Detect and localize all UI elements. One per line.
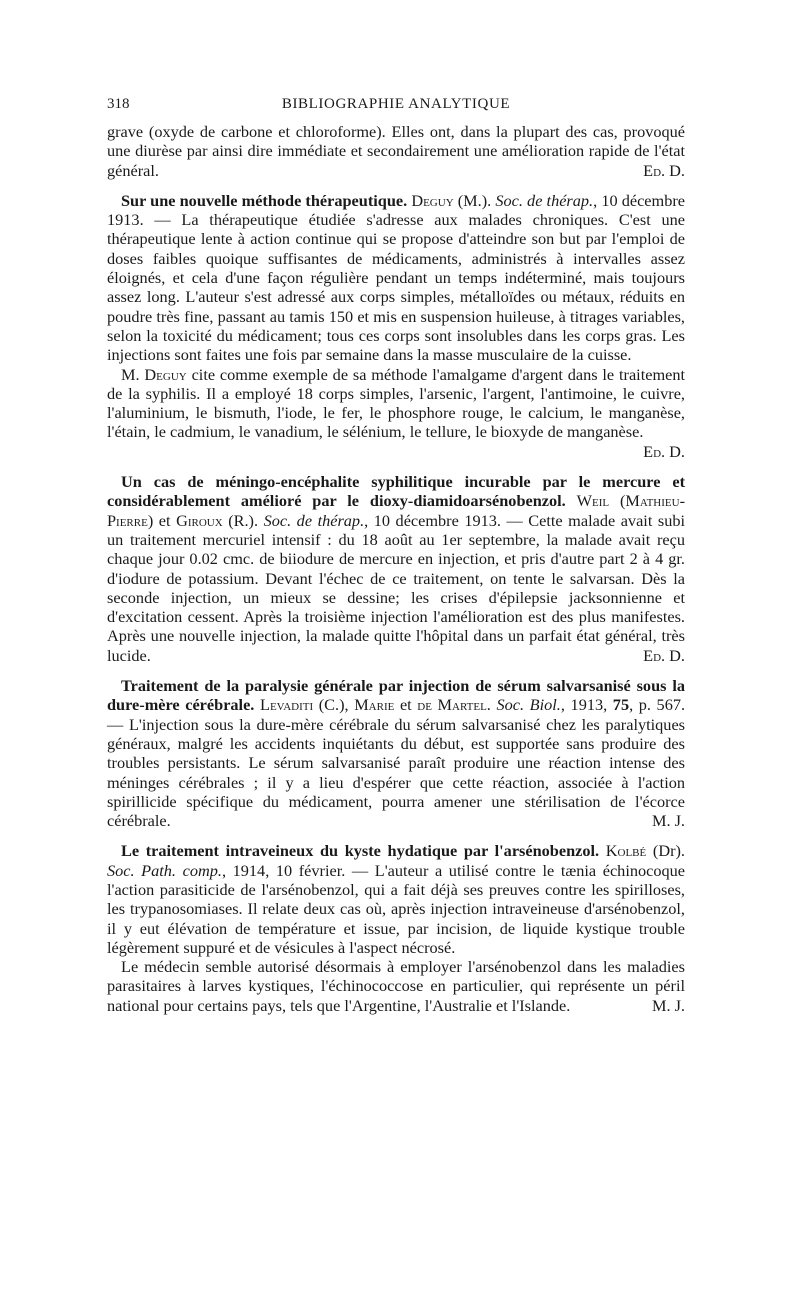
entry-reference: , 10 décembre 1913.	[107, 190, 685, 230]
entry-text: M.	[121, 364, 145, 384]
carryover-paragraph	[107, 122, 685, 180]
entry-body: , 10 décembre 1913. — Cette malade avait subi un traitement mercuriel intensif : du 18 août au 1er septembre, la malade avait reçu chaque jour 0.02 cmc. de biiodure de mercure en injection, et pris d'autre part 2 à 4 gr. d'iodure de potassium. Devant l'échec de ce traitement, on tente le salvarsan. Dès la seconde injection, un mieux se dessine; les crises d'épilepsie jacksonnienne et d'excitation cessent. Après la troisième injection l'amélioration est des plus manifestes. Après une nouvelle injection, la malade quitte l'hôpital dans un parfait état général, très lucide.	[107, 510, 686, 665]
entry-author: Levaditi	[260, 695, 314, 715]
entry-paragraph	[107, 364, 685, 461]
entry-body: — La thérapeutique étudiée s'adresse aux malades chroniques. C'est une thérapeutique lente à action continue qui se propose d'atteindre son but par l'emploi de doses faibles quoique suffisantes de médicaments, administrés à intervalles assez éloignés, et cela d'une façon régulière pendant un temps indéterminé, mais toujours assez long. L'auteur s'est adressé aux corps simples, métalloïdes ou métaux, réduits en poudre très fine, passant au tamis 150 et mis en suspension huileuse, à titrages variables, selon la toxicité du médicament; tous ces corps sont insolubles dans les corps gras. Les injections sont faites une fois par semaine dans la masse musculaire de la cuisse.	[107, 210, 685, 365]
entry-author: Marie	[354, 695, 395, 715]
entry-year: , 1913,	[560, 695, 613, 715]
entry-title: Le traitement intraveineux du kyste hydatique par l'arsénobenzol.	[121, 841, 600, 861]
entry-author: Deguy	[411, 190, 454, 210]
carryover-text: grave (oxyde de carbone et chloroforme). Elles ont, dans la plupart des cas, provoqué une diurèse par ainsi dire immédiate et secondairement une amélioration rapide de l'état général.	[107, 122, 685, 180]
signature: Ed. D.	[643, 441, 685, 461]
entry-author: Weil	[576, 491, 610, 511]
entry-paragraph	[107, 957, 685, 1015]
entry-volume: 75	[612, 695, 630, 715]
entry-author-join: et	[399, 695, 412, 715]
entry-body: , 1914, 10 février. — L'auteur a utilisé contre le tænia échinocoque l'action parasiticide de l'arsénobenzol, qui a fait déjà ses preuves contre les spirilloses, les trypanosomiases. Il relate deux cas où, après injection intraveineuse d'arsénobenzol, il y eut élévation de température et issue, par incision, de liquide kystique trouble légèrement suppuré et de vésicules à l'aspect nécrosé.	[107, 860, 685, 957]
bibliography-entry	[107, 191, 685, 461]
entry-text: cite comme exemple de sa méthode l'amalgame d'argent dans le traitement de la syphilis. Il a employé 18 corps simples, l'arsenic, l'argent, l'antimoine, le cuivre, l'aluminium, le bismuth, l'iode, le fer, le phosphore rouge, le calcium, le manganèse, l'étain, le cadmium, le vanadium, le sélénium, le tellure, le bioxyde de manganèse.	[107, 364, 685, 442]
entry-author-initial: (Dr).	[652, 841, 685, 861]
entry-author-initial: (C.),	[318, 695, 349, 715]
bibliography-entry	[107, 676, 685, 830]
entry-source: Soc. de thérap.	[263, 510, 365, 530]
signature: M. J.	[651, 811, 685, 831]
signature: Ed. D.	[643, 160, 685, 180]
entry-text: Le médecin semble autorisé désormais à employer l'arsénobenzol dans les maladies parasitaires à larves kystiques, l'échinococcose en particulier, qui représente un péril national pour certains pays, tels que l'Argentine, l'Australie et l'Islande.	[107, 957, 685, 1015]
bibliography-entry	[107, 472, 685, 665]
entry-author: de Martel.	[417, 695, 491, 715]
entry-title: Sur une nouvelle méthode thérapeutique.	[121, 190, 408, 210]
entry-paragraph	[107, 676, 685, 830]
entry-author-join: et	[158, 510, 171, 530]
entry-author-initial: (M.).	[457, 190, 492, 210]
entry-author: (Mathieu-Pierre)	[107, 491, 686, 530]
entry-paragraph	[107, 841, 685, 957]
entry-body: , p. 567. — L'injection sous la dure-mère cérébrale du sérum salvarsanisé chez les paralytiques généraux, malgré les accidents inquiétants du début, est supportée sans produire des troubles persistants. Le sérum salvarsanisé paraît produire une réaction intense des méninges cérébrales ; il y a lieu d'espérer que cette réaction, associée à l'action spirillicide spécifique du médicament, pourra amener une stérilisation de l'écorce cérébrale.	[107, 695, 686, 831]
page-header: 318 BIBLIOGRAPHIE ANALYTIQUE	[107, 96, 685, 122]
entry-title: Traitement de la paralysie générale par injection de sérum salvarsanisé sous la dure-mère cérébrale.	[107, 676, 685, 715]
entry-paragraph	[107, 472, 685, 665]
entry-source: Soc. Path. comp.	[107, 860, 222, 880]
signature: M. J.	[651, 995, 685, 1015]
running-title: BIBLIOGRAPHIE ANALYTIQUE	[281, 96, 511, 112]
entry-source: Soc. Biol.	[496, 695, 561, 715]
entry-author-initial: (R.).	[228, 510, 259, 530]
bibliography-entry	[107, 841, 685, 1015]
entry-author: Giroux	[176, 510, 223, 530]
signature: Ed. D.	[643, 645, 685, 665]
document-page	[107, 96, 685, 1015]
entry-source: Soc. de thérap.	[495, 190, 594, 210]
entry-author: Deguy	[144, 364, 187, 384]
entry-title: Un cas de méningo-encéphalite syphilitique incurable par le mercure et considérablement amélioré par le dioxy-diamidoarsénobenzol.	[107, 472, 685, 511]
entry-author: Kolbé	[605, 841, 647, 861]
entry-paragraph	[107, 191, 685, 365]
